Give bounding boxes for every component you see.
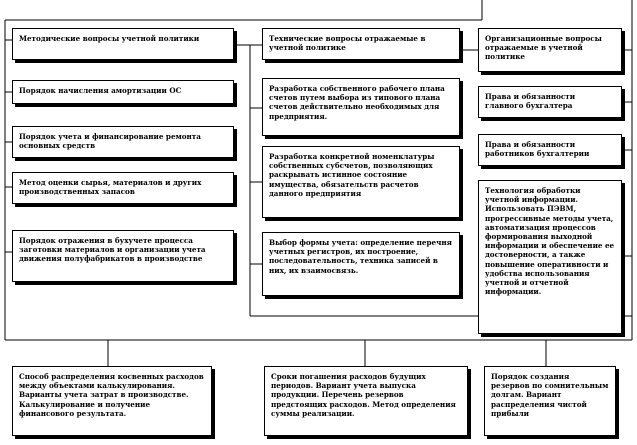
- box-chart-of-accounts: Разработка собственного рабочего плана счетов путем выбора из типового плана счетов действительно необходимых для предприятия.: [262, 78, 460, 136]
- box-indirect-costs: Способ распределения косвенных расходов между объектами калькулирования. Варианты учета затрат в производстве. Калькулирование и получение финансового результата.: [12, 366, 212, 436]
- box-deferred-expenses: Сроки погашения расходов будущих периодов. Вариант учета выпуска продукции. Перечень резервов предстоящих расходов. Метод определения суммы реализации.: [264, 366, 468, 436]
- box-chief-accountant-rights: Права и обязанности главного бухгалтера: [478, 86, 622, 118]
- box-accounting-methodology: Методические вопросы учетной политики: [12, 28, 234, 60]
- box-doubtful-debts-reserve: Порядок создания резервов по сомнительным долгам. Вариант распределения чистой прибыли: [484, 366, 616, 436]
- box-subaccounts: Разработка конкретной номенклатуры собственных субсчетов, позволяющих раскрывать истинное состояние имущества, обязательств расчетов данного предприятия: [262, 146, 460, 218]
- box-fixed-asset-repair: Порядок учета и финансирование ремонта основных средств: [12, 126, 234, 158]
- box-materials-procurement: Порядок отражения в бухучете процесса заготовки материалов и организации учета движения полуфабрикатов в производстве: [12, 230, 234, 282]
- box-staff-rights: Права и обязанности работников бухгалтерии: [478, 134, 622, 166]
- box-depreciation-procedure: Порядок начисления амортизации ОС: [12, 80, 234, 104]
- box-organizational-issues: Организационные вопросы отражаемые в учетной политике: [478, 28, 622, 72]
- box-information-processing: Технология обработки учетной информации. Использовать ПЭВМ, прогрессивные методы учета, автоматизация процессов формирования выходной информации и обеспечение ее достоверности, а также повышение оперативности и удобства использования учетной и отчетной информации.: [478, 180, 622, 334]
- box-technical-issues: Технические вопросы отражаемые в учетной политике: [262, 28, 460, 60]
- box-accounting-form: Выбор формы учета: определение перечня учетных регистров, их построение, последовательность, техника записей в них, их взаимосвязь.: [262, 232, 460, 296]
- box-inventory-valuation: Метод оценки сырья, материалов и других производственных запасов: [12, 172, 234, 204]
